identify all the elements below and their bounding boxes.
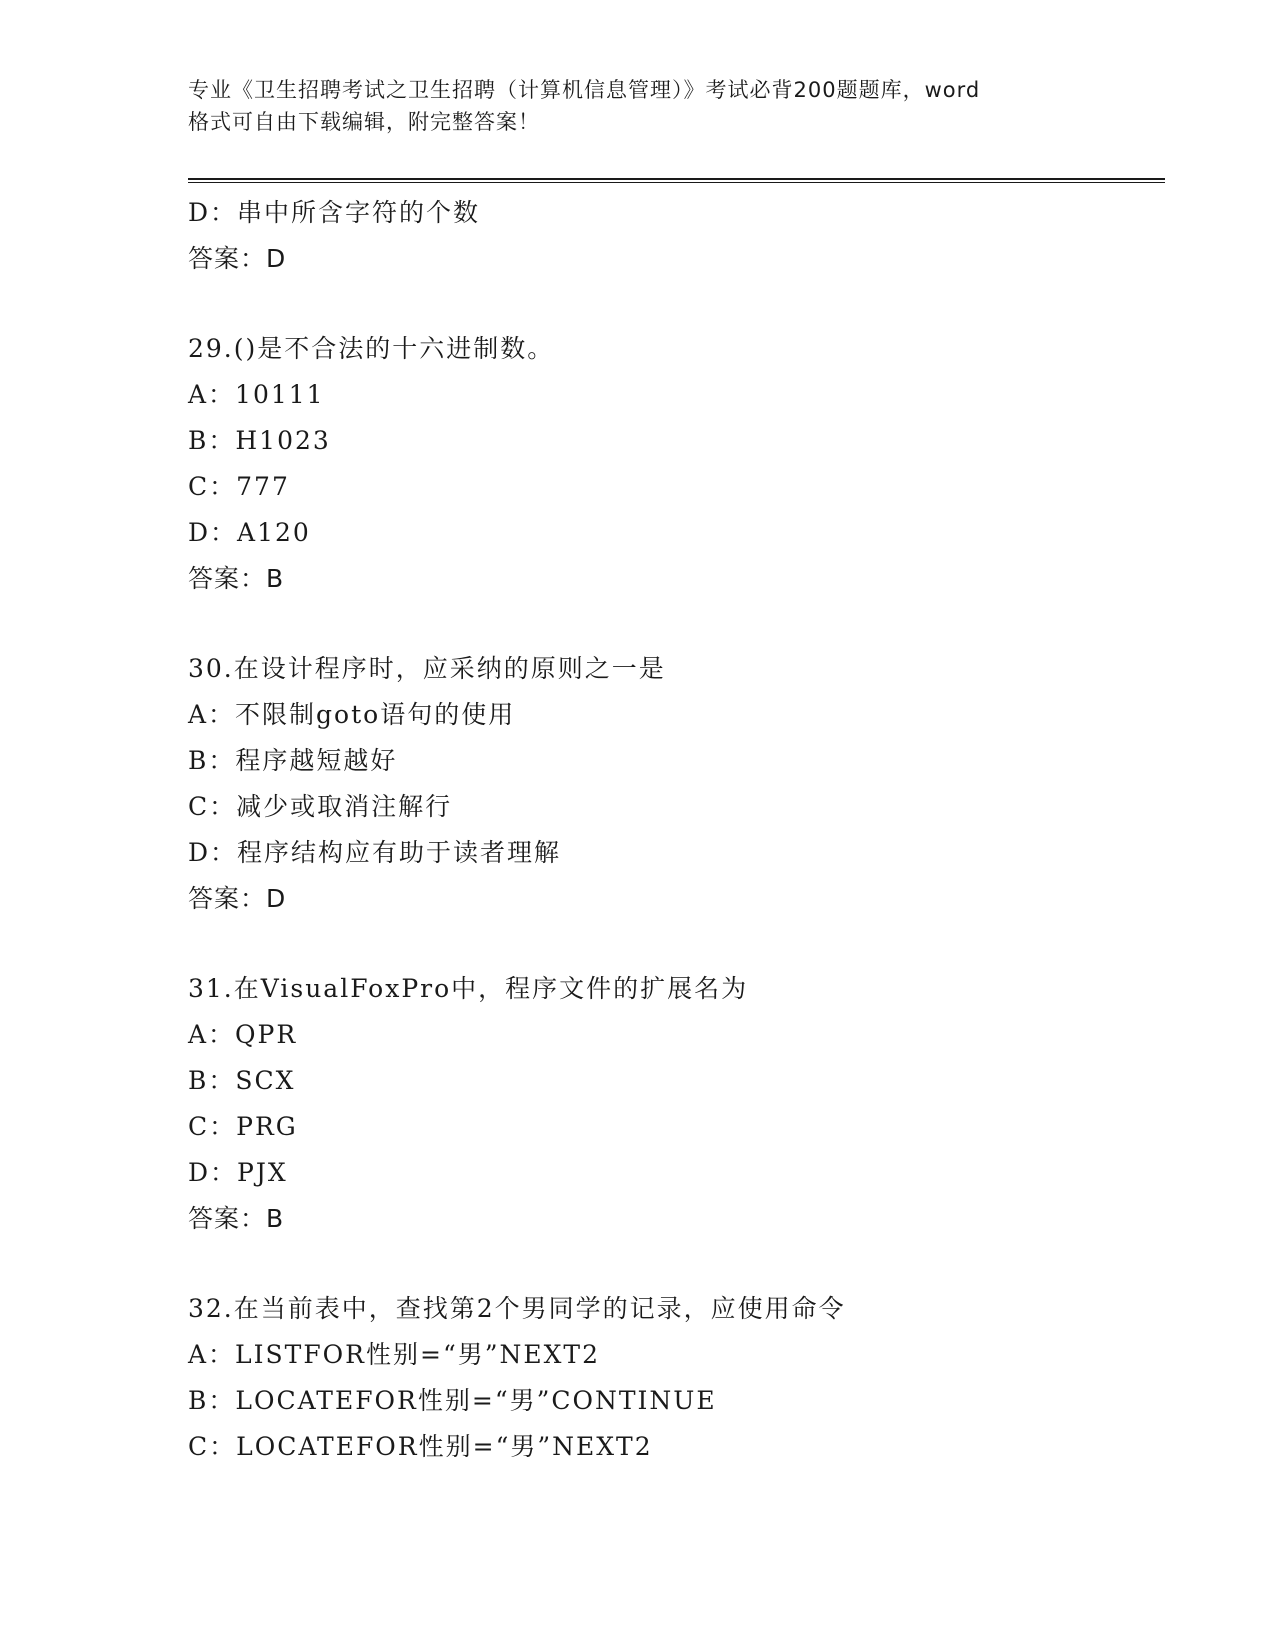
option-c: C：777: [188, 472, 290, 501]
option-b: B：程序越短越好: [188, 746, 398, 775]
question-list: [188, 190, 1168, 1470]
question-block-31: [188, 966, 1168, 1242]
option-a: A：LISTFOR性别=“男”NEXT2: [188, 1340, 601, 1369]
header-line-2: 格式可自由下载编辑，附完整答案！: [188, 110, 540, 134]
question-block-29: [188, 326, 1168, 602]
option-b: B：LOCATEFOR性别=“男”CONTINUE: [188, 1386, 717, 1415]
question-block-30: [188, 646, 1168, 922]
question-block-32: [188, 1286, 1168, 1470]
option-d: D：程序结构应有助于读者理解: [188, 838, 562, 867]
option-b: B：SCX: [188, 1066, 296, 1095]
option-c: C：LOCATEFOR性别=“男”NEXT2: [188, 1432, 653, 1461]
question-text: 29.()是不合法的十六进制数。: [188, 334, 555, 363]
question-text: 30.在设计程序时，应采纳的原则之一是: [188, 654, 666, 683]
question-text: 32.在当前表中，查找第2个男同学的记录，应使用命令: [188, 1294, 846, 1323]
option-d: D：A120: [188, 518, 311, 547]
answer-line: 答案：B: [188, 564, 285, 593]
spacer: [188, 922, 1168, 966]
question-text: 31.在VisualFoxPro中，程序文件的扩展名为: [188, 974, 749, 1003]
option-d: D：PJX: [188, 1158, 288, 1187]
option-a: A：不限制goto语句的使用: [188, 700, 516, 729]
document-header: [188, 74, 1088, 138]
answer-line: 答案：D: [188, 244, 287, 273]
option-b: B：H1023: [188, 426, 331, 455]
option-d: D：串中所含字符的个数: [188, 198, 481, 227]
header-divider: [188, 178, 1165, 183]
header-line-1: 专业《卫生招聘考试之卫生招聘（计算机信息管理）》考试必背200题题库，word: [188, 78, 981, 102]
answer-line: 答案：D: [188, 884, 287, 913]
spacer: [188, 602, 1168, 646]
option-a: A：QPR: [188, 1020, 298, 1049]
option-c: C：减少或取消注解行: [188, 792, 453, 821]
spacer: [188, 282, 1168, 326]
option-a: A：10111: [188, 380, 325, 409]
answer-line: 答案：B: [188, 1204, 285, 1233]
spacer: [188, 1242, 1168, 1286]
option-c: C：PRG: [188, 1112, 298, 1141]
